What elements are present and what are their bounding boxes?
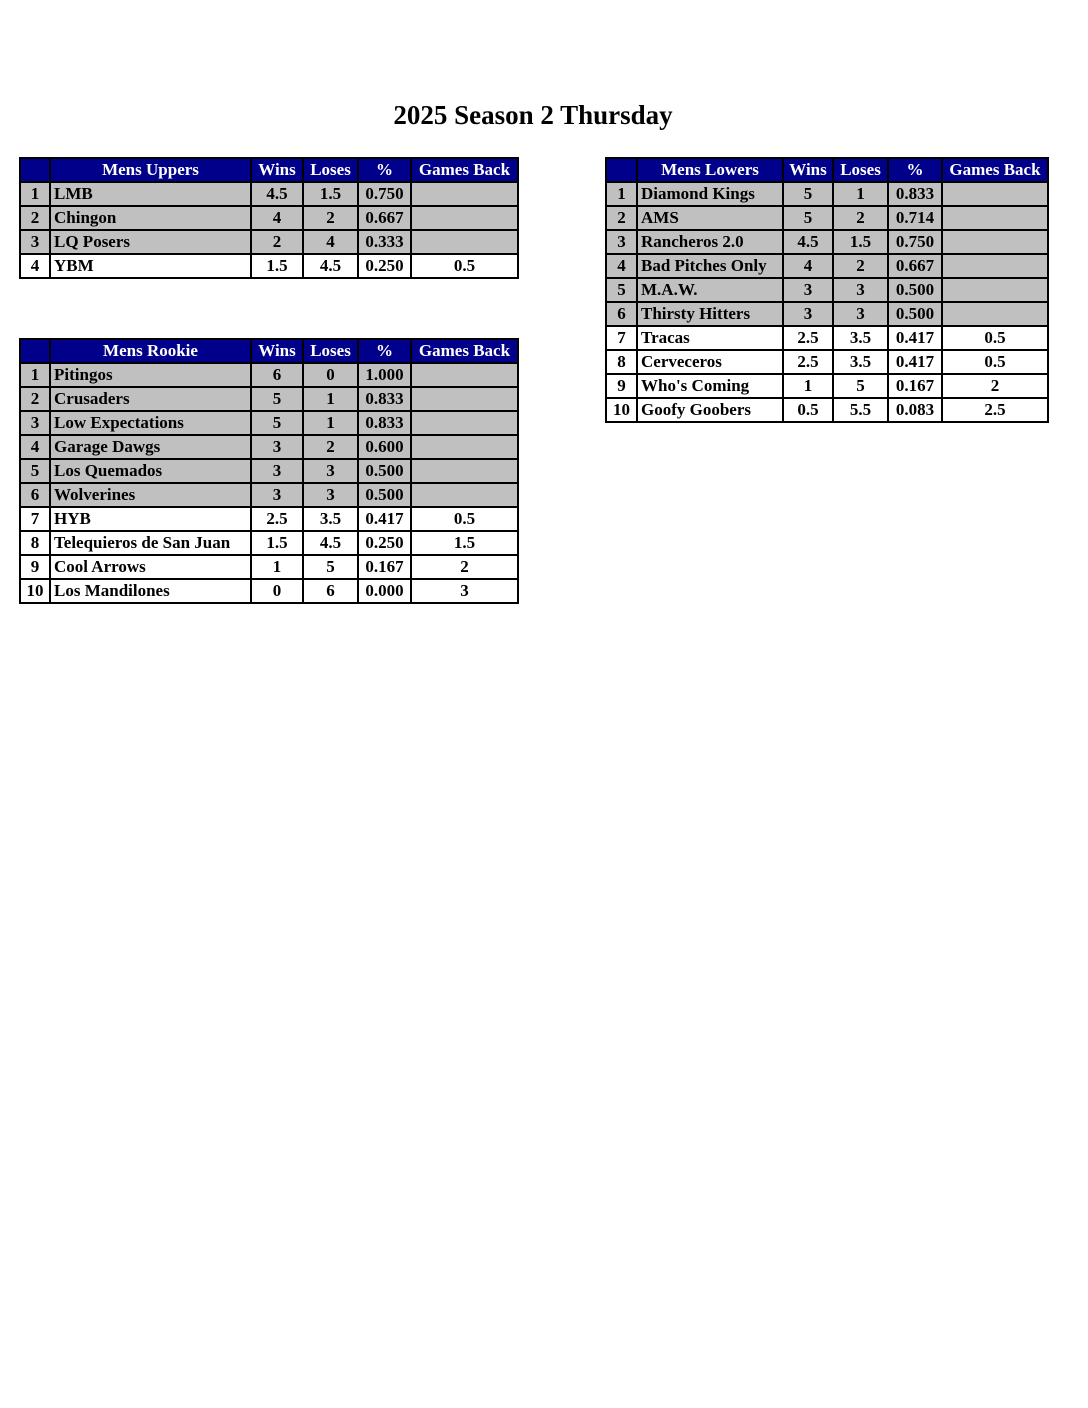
loses-value: 2 bbox=[833, 254, 888, 278]
loses-header: Loses bbox=[833, 158, 888, 182]
team-name: Low Expectations bbox=[50, 411, 251, 435]
pct-value: 0.250 bbox=[358, 254, 411, 278]
loses-value: 3 bbox=[303, 459, 358, 483]
loses-value: 3 bbox=[833, 278, 888, 302]
wins-value: 3 bbox=[251, 483, 303, 507]
table-row bbox=[606, 326, 1048, 350]
games-back-value bbox=[411, 206, 518, 230]
rank: 4 bbox=[20, 435, 50, 459]
loses-value: 5 bbox=[833, 374, 888, 398]
rank: 2 bbox=[20, 387, 50, 411]
table-row bbox=[20, 411, 518, 435]
loses-value: 3.5 bbox=[833, 350, 888, 374]
rank: 1 bbox=[20, 363, 50, 387]
games-back-header: Games Back bbox=[411, 339, 518, 363]
pct-value: 0.333 bbox=[358, 230, 411, 254]
loses-value: 5 bbox=[303, 555, 358, 579]
pct-value: 0.750 bbox=[888, 230, 942, 254]
wins-value: 4.5 bbox=[783, 230, 833, 254]
rank: 4 bbox=[606, 254, 637, 278]
games-back-value bbox=[942, 278, 1048, 302]
pct-value: 0.417 bbox=[358, 507, 411, 531]
wins-header: Wins bbox=[783, 158, 833, 182]
games-back-header: Games Back bbox=[411, 158, 518, 182]
rank: 6 bbox=[606, 302, 637, 326]
games-back-value bbox=[411, 483, 518, 507]
table-row bbox=[606, 302, 1048, 326]
table-row bbox=[606, 398, 1048, 422]
table-header-row bbox=[606, 158, 1048, 182]
mens-lowers-table bbox=[605, 157, 1049, 423]
table-header-row bbox=[20, 158, 518, 182]
rank: 8 bbox=[606, 350, 637, 374]
pct-value: 0.167 bbox=[888, 374, 942, 398]
table-row bbox=[20, 230, 518, 254]
pct-value: 0.667 bbox=[888, 254, 942, 278]
rank: 7 bbox=[606, 326, 637, 350]
games-back-value bbox=[411, 387, 518, 411]
rank: 3 bbox=[20, 230, 50, 254]
rank: 9 bbox=[20, 555, 50, 579]
pct-value: 0.083 bbox=[888, 398, 942, 422]
pct-value: 0.250 bbox=[358, 531, 411, 555]
pct-value: 0.500 bbox=[358, 483, 411, 507]
rank: 3 bbox=[606, 230, 637, 254]
games-back-value: 2 bbox=[411, 555, 518, 579]
loses-value: 1.5 bbox=[833, 230, 888, 254]
rank-header bbox=[20, 339, 50, 363]
pct-value: 0.750 bbox=[358, 182, 411, 206]
table-row bbox=[20, 182, 518, 206]
wins-value: 1 bbox=[251, 555, 303, 579]
wins-value: 2 bbox=[251, 230, 303, 254]
games-back-value: 2.5 bbox=[942, 398, 1048, 422]
wins-value: 3 bbox=[783, 302, 833, 326]
loses-value: 3 bbox=[303, 483, 358, 507]
wins-value: 1.5 bbox=[251, 254, 303, 278]
pct-value: 0.500 bbox=[888, 278, 942, 302]
wins-header: Wins bbox=[251, 339, 303, 363]
table-row bbox=[20, 579, 518, 603]
team-name: Pitingos bbox=[50, 363, 251, 387]
wins-value: 5 bbox=[783, 182, 833, 206]
rank: 9 bbox=[606, 374, 637, 398]
loses-value: 1 bbox=[833, 182, 888, 206]
wins-value: 5 bbox=[251, 387, 303, 411]
wins-value: 5 bbox=[251, 411, 303, 435]
loses-value: 6 bbox=[303, 579, 358, 603]
wins-value: 0 bbox=[251, 579, 303, 603]
pct-value: 0.167 bbox=[358, 555, 411, 579]
pct-value: 1.000 bbox=[358, 363, 411, 387]
rank: 10 bbox=[20, 579, 50, 603]
team-name: Thirsty Hitters bbox=[637, 302, 783, 326]
table-row bbox=[20, 555, 518, 579]
team-name: Telequieros de San Juan bbox=[50, 531, 251, 555]
games-back-value bbox=[942, 206, 1048, 230]
loses-value: 2 bbox=[833, 206, 888, 230]
wins-value: 2.5 bbox=[783, 350, 833, 374]
table-row bbox=[20, 459, 518, 483]
pct-header: % bbox=[888, 158, 942, 182]
page-title: 2025 Season 2 Thursday bbox=[393, 100, 673, 130]
team-name: Rancheros 2.0 bbox=[637, 230, 783, 254]
rank: 1 bbox=[20, 182, 50, 206]
wins-value: 0.5 bbox=[783, 398, 833, 422]
wins-value: 1 bbox=[783, 374, 833, 398]
table-row bbox=[606, 182, 1048, 206]
games-back-value: 0.5 bbox=[411, 254, 518, 278]
pct-value: 0.500 bbox=[358, 459, 411, 483]
pct-value: 0.833 bbox=[888, 182, 942, 206]
team-name: YBM bbox=[50, 254, 251, 278]
wins-value: 3 bbox=[251, 435, 303, 459]
pct-header: % bbox=[358, 339, 411, 363]
team-name: Goofy Goobers bbox=[637, 398, 783, 422]
games-back-value bbox=[411, 363, 518, 387]
games-back-value bbox=[942, 254, 1048, 278]
team-name: LMB bbox=[50, 182, 251, 206]
table-row bbox=[20, 254, 518, 278]
team-name: Who's Coming bbox=[637, 374, 783, 398]
pct-value: 0.600 bbox=[358, 435, 411, 459]
games-back-value bbox=[411, 435, 518, 459]
wins-header: Wins bbox=[251, 158, 303, 182]
games-back-value: 0.5 bbox=[942, 350, 1048, 374]
loses-value: 4.5 bbox=[303, 254, 358, 278]
rank: 2 bbox=[606, 206, 637, 230]
rank: 10 bbox=[606, 398, 637, 422]
games-back-value: 1.5 bbox=[411, 531, 518, 555]
rank: 2 bbox=[20, 206, 50, 230]
team-name: HYB bbox=[50, 507, 251, 531]
table-row bbox=[20, 483, 518, 507]
wins-value: 4.5 bbox=[251, 182, 303, 206]
table-row bbox=[606, 206, 1048, 230]
table-row bbox=[606, 350, 1048, 374]
team-name: Tracas bbox=[637, 326, 783, 350]
team-name: Garage Dawgs bbox=[50, 435, 251, 459]
team-name: Cool Arrows bbox=[50, 555, 251, 579]
games-back-value bbox=[942, 230, 1048, 254]
loses-header: Loses bbox=[303, 158, 358, 182]
games-back-value bbox=[411, 411, 518, 435]
rank: 7 bbox=[20, 507, 50, 531]
team-name: Los Quemados bbox=[50, 459, 251, 483]
table-row bbox=[606, 230, 1048, 254]
table-row bbox=[606, 254, 1048, 278]
table-row bbox=[20, 206, 518, 230]
rank-header bbox=[606, 158, 637, 182]
loses-value: 1 bbox=[303, 387, 358, 411]
loses-value: 4.5 bbox=[303, 531, 358, 555]
loses-value: 2 bbox=[303, 206, 358, 230]
loses-value: 3 bbox=[833, 302, 888, 326]
pct-value: 0.714 bbox=[888, 206, 942, 230]
wins-value: 6 bbox=[251, 363, 303, 387]
games-back-value: 0.5 bbox=[942, 326, 1048, 350]
team-name: Bad Pitches Only bbox=[637, 254, 783, 278]
rank: 5 bbox=[20, 459, 50, 483]
team-name: Cerveceros bbox=[637, 350, 783, 374]
table-row bbox=[606, 278, 1048, 302]
table-row bbox=[20, 387, 518, 411]
games-back-value bbox=[411, 182, 518, 206]
games-back-value bbox=[942, 302, 1048, 326]
loses-value: 2 bbox=[303, 435, 358, 459]
table-row bbox=[20, 435, 518, 459]
rank: 3 bbox=[20, 411, 50, 435]
wins-value: 5 bbox=[783, 206, 833, 230]
loses-value: 0 bbox=[303, 363, 358, 387]
rank: 8 bbox=[20, 531, 50, 555]
wins-value: 3 bbox=[251, 459, 303, 483]
table-row bbox=[606, 374, 1048, 398]
pct-value: 0.833 bbox=[358, 387, 411, 411]
wins-value: 4 bbox=[251, 206, 303, 230]
games-back-value bbox=[411, 459, 518, 483]
division-name: Mens Lowers bbox=[637, 158, 783, 182]
pct-value: 0.000 bbox=[358, 579, 411, 603]
pct-header: % bbox=[358, 158, 411, 182]
games-back-value bbox=[942, 182, 1048, 206]
team-name: Wolverines bbox=[50, 483, 251, 507]
loses-value: 1.5 bbox=[303, 182, 358, 206]
loses-header: Loses bbox=[303, 339, 358, 363]
pct-value: 0.833 bbox=[358, 411, 411, 435]
mens-rookie-table bbox=[19, 338, 519, 604]
loses-value: 3.5 bbox=[303, 507, 358, 531]
rank: 6 bbox=[20, 483, 50, 507]
team-name: Crusaders bbox=[50, 387, 251, 411]
table-row bbox=[20, 507, 518, 531]
games-back-header: Games Back bbox=[942, 158, 1048, 182]
games-back-value bbox=[411, 230, 518, 254]
pct-value: 0.417 bbox=[888, 350, 942, 374]
rank: 4 bbox=[20, 254, 50, 278]
loses-value: 3.5 bbox=[833, 326, 888, 350]
loses-value: 1 bbox=[303, 411, 358, 435]
games-back-value: 0.5 bbox=[411, 507, 518, 531]
games-back-value: 3 bbox=[411, 579, 518, 603]
rank-header bbox=[20, 158, 50, 182]
wins-value: 2.5 bbox=[783, 326, 833, 350]
division-name: Mens Rookie bbox=[50, 339, 251, 363]
games-back-value: 2 bbox=[942, 374, 1048, 398]
team-name: Diamond Kings bbox=[637, 182, 783, 206]
table-row bbox=[20, 363, 518, 387]
team-name: Los Mandilones bbox=[50, 579, 251, 603]
team-name: LQ Posers bbox=[50, 230, 251, 254]
table-row bbox=[20, 531, 518, 555]
division-name: Mens Uppers bbox=[50, 158, 251, 182]
team-name: Chingon bbox=[50, 206, 251, 230]
loses-value: 4 bbox=[303, 230, 358, 254]
rank: 5 bbox=[606, 278, 637, 302]
mens-uppers-table bbox=[19, 157, 519, 279]
pct-value: 0.500 bbox=[888, 302, 942, 326]
rank: 1 bbox=[606, 182, 637, 206]
team-name: M.A.W. bbox=[637, 278, 783, 302]
team-name: AMS bbox=[637, 206, 783, 230]
table-header-row bbox=[20, 339, 518, 363]
pct-value: 0.417 bbox=[888, 326, 942, 350]
wins-value: 2.5 bbox=[251, 507, 303, 531]
loses-value: 5.5 bbox=[833, 398, 888, 422]
pct-value: 0.667 bbox=[358, 206, 411, 230]
wins-value: 3 bbox=[783, 278, 833, 302]
wins-value: 1.5 bbox=[251, 531, 303, 555]
wins-value: 4 bbox=[783, 254, 833, 278]
